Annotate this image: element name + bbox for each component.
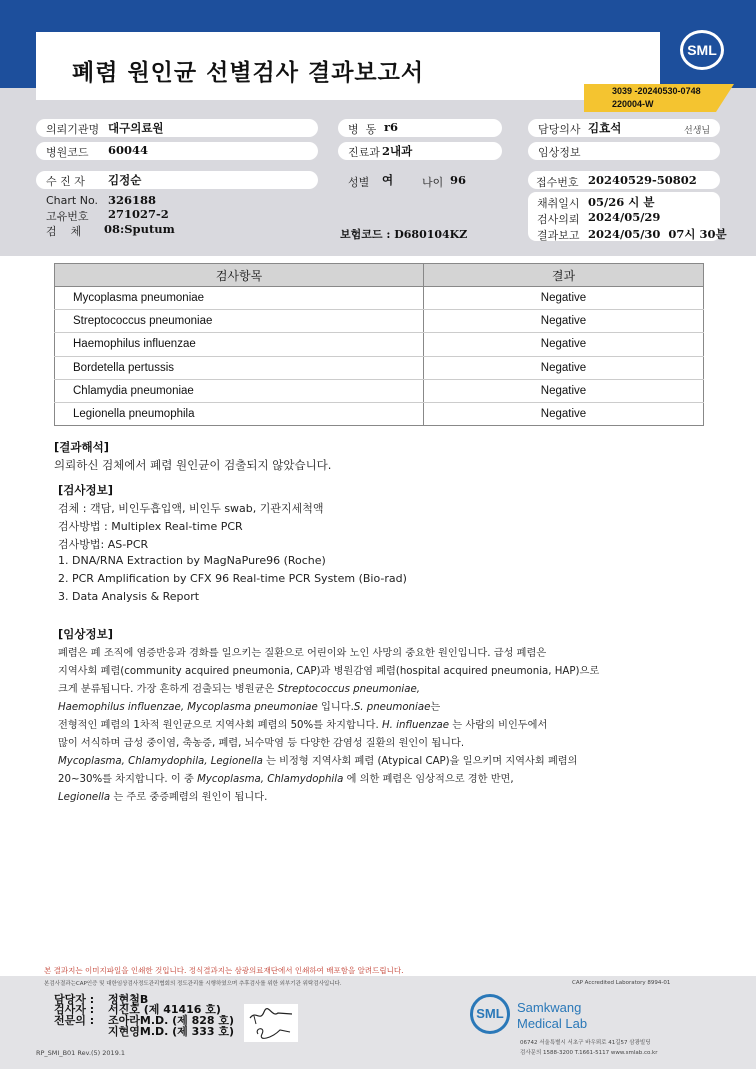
footer-fine-note: 본검사결과는CAP인증 및 대한임상검사정도관리협회의 정도관리를 시행하였으며 추후검사를 위한 외부기관 위탁검사입니다.: [44, 981, 342, 987]
chart-no-value: 326188: [108, 193, 157, 207]
test-item: Legionella pneumophila: [55, 402, 424, 425]
unique-no-value: 271027-2: [108, 207, 169, 221]
collection-label: 채취일시: [537, 197, 580, 210]
ward-label: 병 동: [348, 123, 377, 136]
test-item: Chlamydia pneumoniae: [55, 379, 424, 402]
report-value: 2024/05/30 07시 30분: [588, 227, 727, 241]
cap-note: CAP Accredited Laboratory 8994-01: [572, 980, 671, 986]
test-info-line: 검체 : 객담, 비인두흡입액, 비인두 swab, 기관지세척액: [58, 502, 324, 515]
results-table: [54, 263, 704, 426]
signature-icon: [244, 1004, 298, 1042]
test-result: Negative: [424, 287, 704, 310]
manager-value: 정현철B: [108, 993, 149, 1006]
sml-footer-logo-icon: SML: [470, 994, 510, 1034]
clinical-line-8: 20~30%를 차지합니다. 이 중 Mycoplasma, Chlamydophila 에 의한 폐렴은 임상적으로 경한 반면,: [58, 774, 514, 785]
specialist-label: 전문의 :: [54, 1014, 95, 1027]
table-row: [55, 333, 704, 356]
form-code: RP_SMI_B01 Rev.(5) 2019.1: [36, 1049, 126, 1057]
table-row: [55, 379, 704, 402]
company-name-1: Samkwang: [517, 1000, 582, 1015]
clinical-label: 임상정보: [538, 146, 581, 159]
clinical-line-6: 많이 서식하며 급성 중이염, 축농증, 폐렴, 뇌수막염 등 다양한 감염성 질환의 원인이 됩니다.: [58, 738, 465, 749]
report-code: 3039 -20240530-0748: [612, 86, 701, 96]
test-item: Bordetella pertussis: [55, 356, 424, 379]
clinical-line-2: 지역사회 폐렴(community acquired pneumonia, CAP)과 병원감염 폐렴(hospital acquired pneumonia, HAP)으로: [58, 666, 600, 677]
collection-value: 05/26 시 분: [588, 195, 655, 209]
request-label: 검사의뢰: [537, 213, 580, 226]
hospital-code-label: 병원코드: [46, 146, 89, 159]
test-info-line: 검사방법 : Multiplex Real-time PCR: [58, 520, 243, 533]
footer-notice: 본 결과지는 이미지파일을 인쇄한 것입니다. 정식결과지는 삼광의료재단에서 인쇄하여 배포함을 알려드립니다.: [44, 966, 404, 975]
report-title: 폐렴 원인균 선별검사 결과보고서: [72, 60, 425, 86]
test-info-line: 1. DNA/RNA Extraction by MagNaPure96 (Roche): [58, 554, 326, 567]
clinical-line-7: Mycoplasma, Chlamydophila, Legionella 는 비정형 지역사회 폐렴 (Atypical CAP)을 일으키며 지역사회 폐렴의: [58, 756, 578, 767]
report-code-sub: 220004-W: [612, 99, 654, 109]
signature-image: [244, 1004, 298, 1042]
header-test-item: 검사항목: [55, 264, 424, 287]
test-info-line: 검사방법: AS-PCR: [58, 538, 149, 551]
test-result: Negative: [424, 379, 704, 402]
test-info-line: 3. Data Analysis & Report: [58, 590, 200, 603]
table-row: [55, 402, 704, 425]
doctor-value: 김효석: [588, 121, 622, 135]
clinical-line-1: 폐렴은 폐 조직에 염증반응과 경화를 일으키는 질환으로 어린이와 노인 사망의 중요한 원인입니다. 급성 폐렴은: [58, 648, 547, 659]
sex-label: 성별: [348, 176, 370, 189]
test-item: Mycoplasma pneumoniae: [55, 287, 424, 310]
test-result: Negative: [424, 333, 704, 356]
test-info-line: 2. PCR Amplification by CFX 96 Real-time PCR System (Bio-rad): [58, 572, 407, 585]
specialist-value-1: 조아라M.D. (제 828 호): [108, 1014, 235, 1027]
unique-no-label: 고유번호: [46, 210, 89, 223]
table-row: [55, 310, 704, 333]
report-label: 결과보고: [537, 229, 580, 242]
institution-value: 대구의료원: [108, 121, 164, 135]
table-row: [55, 356, 704, 379]
company-contact: 검사문의 1588-3200 T.1661-5117 www.smlab.co.kr: [520, 1050, 658, 1056]
specialist-value-2: 지현영M.D. (제 333 호): [108, 1025, 235, 1038]
chart-no-label: Chart No.: [46, 194, 98, 207]
clinical-info-heading: [임상정보]: [58, 627, 113, 641]
clinical-line-9: Legionella 는 주로 중증폐렴의 원인이 됩니다.: [58, 792, 268, 803]
department-label: 진료과: [348, 146, 380, 159]
sex-value: 여: [382, 173, 394, 187]
company-name-2: Medical Lab: [517, 1016, 588, 1031]
sml-logo-icon: SML: [680, 30, 724, 70]
test-item: Haemophilus influenzae: [55, 333, 424, 356]
header-result: 결과: [424, 264, 704, 287]
insurance-code: 보험코드 : D680104KZ: [340, 228, 468, 241]
test-item: Streptococcus pneumoniae: [55, 310, 424, 333]
manager-label: 담당자 :: [54, 993, 95, 1006]
examinee-label: 수 진 자: [46, 175, 85, 188]
interpretation-heading: [결과해석]: [54, 440, 109, 454]
table-row: [55, 287, 704, 310]
receipt-no-value: 20240529-50802: [588, 173, 697, 187]
request-value: 2024/05/29: [588, 210, 661, 224]
test-result: Negative: [424, 356, 704, 379]
institution-label: 의뢰기관명: [46, 123, 100, 136]
clinical-line-4: Haemophilus influenzae, Mycoplasma pneumoniae 입니다.S. pneumoniae는: [58, 702, 441, 713]
age-label: 나이: [422, 176, 444, 189]
department-value: 2내과: [382, 144, 413, 158]
hospital-code-value: 60044: [108, 143, 149, 157]
receipt-no-label: 접수번호: [536, 176, 579, 189]
company-address: 06742 서울특별시 서초구 바우뫼로 41길57 삼광빌딩: [520, 1040, 651, 1046]
clinical-line-3: 크게 분류됩니다. 가장 흔하게 검출되는 병원균은 Streptococcus pneumoniae,: [58, 684, 420, 695]
test-info-heading: [검사정보]: [58, 483, 113, 497]
specimen-value: 08:Sputum: [104, 222, 175, 236]
ward-value: r6: [384, 120, 399, 134]
examiner-label: 검사자 :: [54, 1003, 95, 1016]
doctor-label: 담당의사: [538, 123, 581, 136]
test-result: Negative: [424, 402, 704, 425]
specimen-label: 검 체: [46, 225, 82, 238]
clinical-line-5: 전형적인 폐렴의 1차적 원인균으로 지역사회 폐렴의 50%를 차지합니다. H. influenzae 는 사람의 비인두에서: [58, 720, 548, 731]
interpretation-text: 의뢰하신 검체에서 폐렴 원인균이 검출되지 않았습니다.: [54, 458, 332, 472]
age-value: 96: [450, 173, 467, 187]
doctor-suffix: 선생님: [684, 126, 711, 136]
test-result: Negative: [424, 310, 704, 333]
examinee-value: 김정순: [108, 173, 142, 187]
examiner-value: 서진호 (제 41416 호): [108, 1003, 221, 1016]
